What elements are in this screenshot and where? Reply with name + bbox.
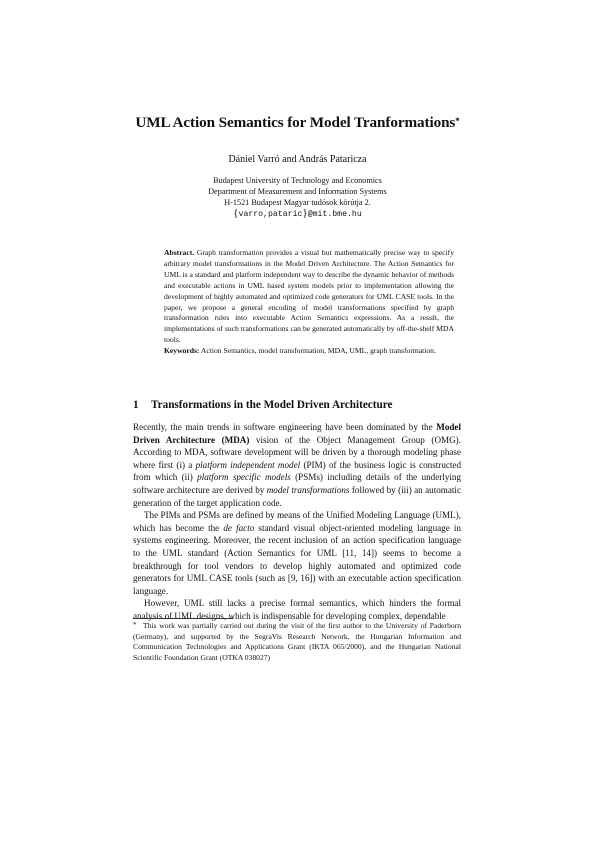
affiliation-email (0, 208, 595, 220)
email-brace-close: } (302, 207, 308, 220)
p1-italic-transformations: model transformations (266, 484, 350, 495)
p1-text-1: Recently, the main trends in software engineering have been dominated by the (133, 422, 437, 432)
p2-text-1: The PIMs and PSMs are defined by means of the Unified Modeling Language (UML), which has become the (133, 510, 461, 533)
footnote (133, 620, 461, 664)
body-paragraph-3: However, UML still lacks a precise formal semantics, which hinders the formal analysis of UML designs, which is indispensable for developing complex, dependable (133, 598, 461, 621)
keywords-paragraph (164, 346, 454, 357)
title-text: UML Action Semantics for Model Tranformations (135, 114, 456, 131)
p1-bold-mda: Model Driven Architecture (MDA) (133, 422, 461, 445)
abstract-text: Graph transformation provides a visual but mathematically precise way to specify arbitrary model transformations in the Model Driven Architecture. The Action Semantics for UML is a standard and platform independent way to describe the dynamic behavior of methods and executable actions in UML based system models prior to implementation allowing the development of highly automated and optimized code generators for UML CASE tools. In the paper, we propose a general encoding of model transformations specified by graph transformation rules into executable Action Semantics expressions. As a result, the implementations of such transformations can be generated automatically by off-the-shelf MDA tools. (164, 248, 454, 345)
email-domain: @mit.bme.hu (307, 210, 362, 220)
abstract-paragraph (164, 248, 454, 346)
abstract-label: Abstract. (164, 248, 195, 257)
body-paragraph-1 (133, 421, 461, 509)
body-paragraph-2 (133, 509, 461, 597)
affiliation-department: Department of Measurement and Information Systems (208, 187, 387, 197)
section-number: 1 (133, 399, 139, 411)
keywords-label: Keywords: (164, 346, 200, 356)
section-heading (133, 399, 392, 411)
p1-text-5: followed by (iii) an automatic generation of the target application code. (133, 484, 461, 508)
footnote-rule (133, 618, 233, 619)
p1-text-4: (PSMs) including details of the underlying software architecture are derived by (133, 472, 461, 495)
email-users: varro,pataric (238, 210, 303, 220)
title-footnote-mark: * (455, 116, 460, 126)
p1-text-3: (PIM) of the business logic is constructed from which (ii) (133, 459, 462, 483)
email-brace-open: { (233, 207, 239, 220)
p1-italic-psm: platform specific models (197, 472, 291, 483)
affiliation-block (0, 175, 595, 220)
affiliation-address: H-1521 Budapest Magyar tudósok körútja 2. (224, 198, 371, 208)
section-body (133, 421, 461, 623)
paper-title (0, 114, 595, 132)
keywords-text: Action Semantics, model transformation, MDA, UML, graph transformation. (200, 346, 436, 356)
footnote-mark: * (133, 621, 137, 629)
affiliation-university: Budapest University of Technology and Economics (213, 176, 382, 185)
footnote-text: This work was partially carried out during the visit of the first author to the University of Paderborn (Germany), and supported by the SegraVis Research Network, the Hungarian Information and Communication Technologies and Applications Grant (IKTA 065/2000), and the Hungarian National Scientific Foundation Grant (OTKA 038027) (133, 621, 461, 663)
section-title: Transformations in the Model Driven Architecture (151, 399, 393, 411)
abstract-block (164, 248, 454, 357)
p1-text-2: vision of the Object Management Group (OMG). According to MDA, software development will be driven by a thorough modeling phase where first (i) a (133, 434, 461, 470)
p1-italic-pim: platform independent model (195, 459, 301, 470)
author-list: Dániel Varró and András Pataricza (228, 154, 367, 165)
p2-italic-defacto: de facto (223, 522, 255, 533)
p2-text-2: standard visual object-oriented modeling language in systems engineering. Moreover, the recent inclusion of an action specification language to the UML standard (Action Semantics for UML [11, 14]) seems to become a breakthrough for tool vendors to develop highly automated and optimized code generators for UML CASE tools (such as [9, 16]) with an executable action specification language. (133, 522, 461, 596)
